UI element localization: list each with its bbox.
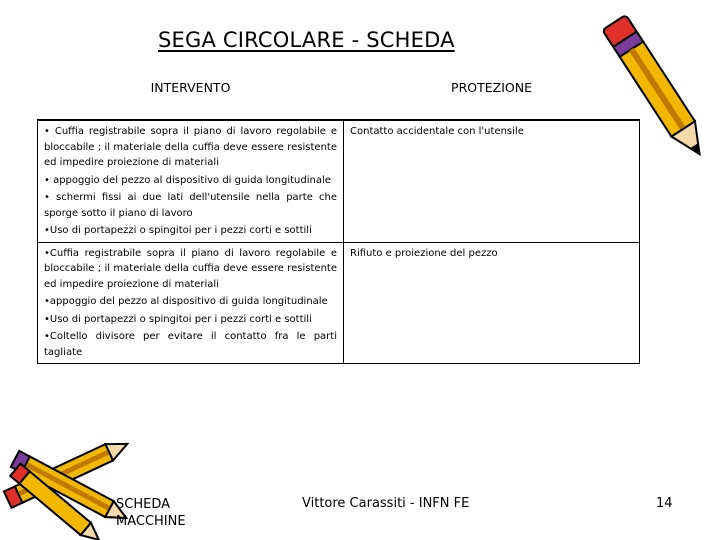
list-item: • schermi fissi ai due lati dell'utensile nella parte che sporge sotto il piano di lavoro bbox=[44, 192, 337, 219]
cell-intervento bbox=[38, 242, 344, 364]
list-item: • appoggio del pezzo al dispositivo di guida longitudinale bbox=[44, 174, 331, 186]
pencil-icon bbox=[596, 2, 716, 177]
page-number: 14 bbox=[656, 496, 673, 511]
table-row bbox=[38, 242, 640, 364]
header-intervento: INTERVENTO bbox=[38, 70, 344, 120]
footer-left-line2: MACCHINE bbox=[116, 514, 186, 529]
cell-protezione: Rifiuto e proiezione del pezzo bbox=[344, 242, 640, 364]
list-item: •Cuffia registrabile sopra il piano di lavoro regolabile e bloccabile ; il materiale della cuffia deve essere resistente ed impedire proiezione di materiali bbox=[44, 247, 337, 290]
header-protezione: PROTEZIONE bbox=[344, 70, 640, 120]
list-item: • Cuffia registrabile sopra il piano di lavoro regolabile e bloccabile ; il materiale della cuffia deve essere resistente ed impedire proiezione di materiali bbox=[44, 126, 337, 168]
table-header-row bbox=[38, 70, 640, 120]
footer-left-line1: SCHEDA bbox=[116, 497, 170, 512]
table-row bbox=[38, 120, 640, 242]
footer-author: Vittore Carassiti - INFN FE bbox=[302, 496, 470, 511]
protection-table bbox=[37, 70, 640, 364]
list-item: •Uso di portapezzi o spingitoi per i pezzi corti e sottili bbox=[44, 225, 312, 236]
list-item: •Coltello divisore per evitare il contatto fra le parti tagliate bbox=[44, 331, 337, 358]
cell-protezione: Contatto accidentale con l'utensile bbox=[344, 120, 640, 242]
footer-section-label bbox=[116, 496, 186, 530]
list-item: •appoggio del pezzo al dispositivo di guida longitudinale bbox=[44, 296, 328, 307]
cell-intervento bbox=[38, 120, 344, 242]
list-item: •Uso di portapezzi o spingitoi per i pezzi corti e sottili bbox=[44, 313, 312, 325]
page-title: SEGA CIRCOLARE - SCHEDA bbox=[158, 28, 455, 52]
